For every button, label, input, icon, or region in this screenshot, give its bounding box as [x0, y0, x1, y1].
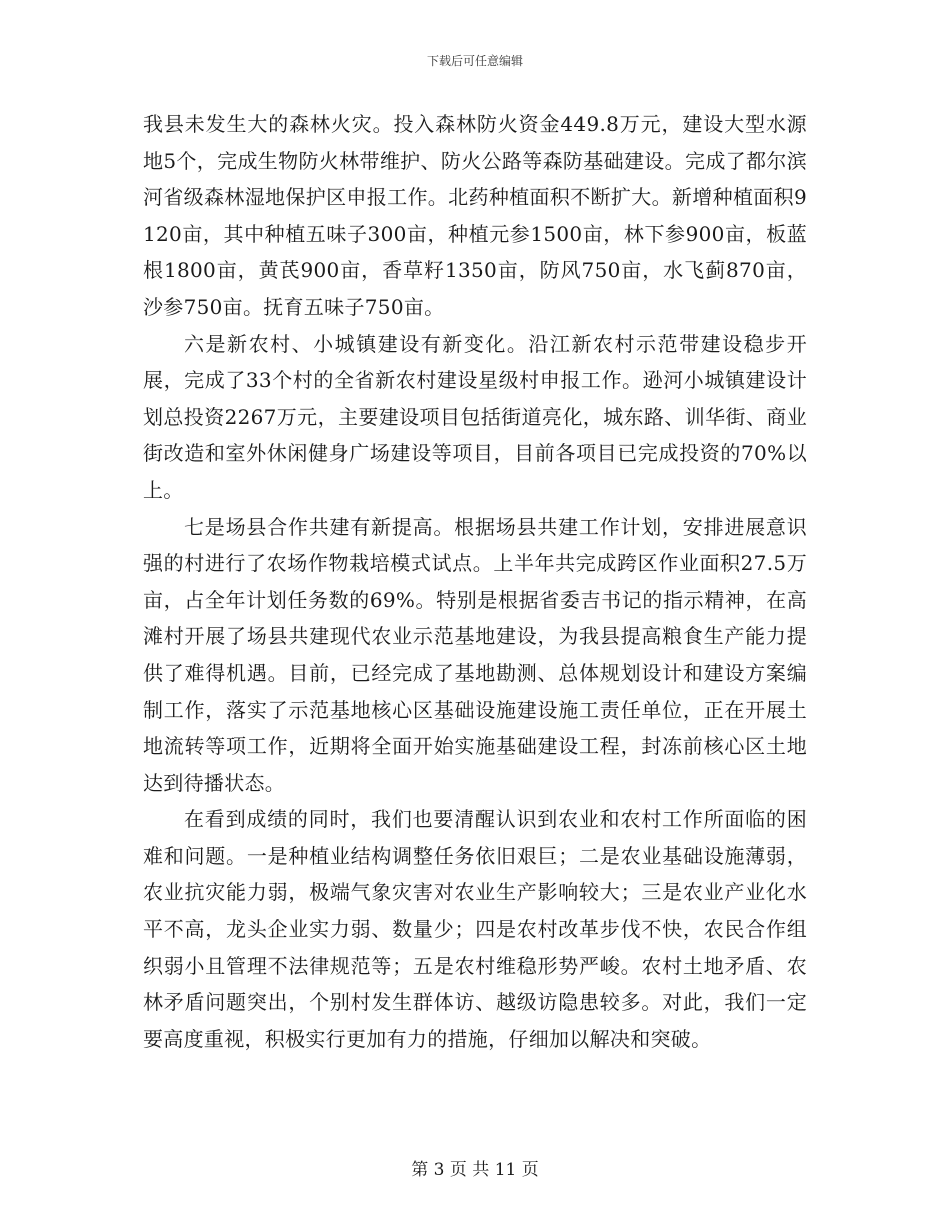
paragraph-problems: 在看到成绩的同时，我们也要清醒认识到农业和农村工作所面临的困难和问题。一是种植业结构调整任务依旧艰巨；二是农业基础设施薄弱，农业抗灾能力弱，极端气象灾害对农业生产影响较大；三是农业产业化水平不高，龙头企业实力弱、数量少；四是农村改革步伐不快，农民合作组织弱小且管理不法律规范等；五是农村维稳形势严峻。农村土地矛盾、农林矛盾问题突出，个别村发生群体访、越级访隐患较多。对此，我们一定要高度重视，积极实行更加有力的措施，仔细加以解决和突破。: [143, 807, 807, 1051]
page-header: 下载后可任意编辑: [426, 54, 523, 68]
paragraph-item-7: 七是场县合作共建有新提高。根据场县共建工作计划，安排进展意识强的村进行了农场作物栽培模式试点。上半年共完成跨区作业面积27.5万亩，占全年计划任务数的69%。特别是根据省委吉书记的指示精神，在高滩村开展了场县共建现代农业示范基地建设，为我县提高粮食生产能力提供了难得机遇。目前，已经完成了基地勘测、总体规划设计和建设方案编制工作，落实了示范基地核心区基础设施建设施工责任单位，正在开展土地流转等项工作，近期将全面开始实施基础建设工程，封冻前核心区土地达到待播状态。: [143, 514, 807, 795]
paragraph-item-6: 六是新农村、小城镇建设有新变化。沿江新农村示范带建设稳步开展，完成了33个村的全省新农村建设星级村申报工作。逊河小城镇建设计划总投资2267万元，主要建设项目包括街道亮化，城东路、训华街、商业街改造和室外休闲健身广场建设等项目，目前各项目已完成投资的70%以上。: [143, 331, 807, 502]
document-body: [143, 106, 807, 1057]
paragraph-continuation: 我县未发生大的森林火灾。投入森林防火资金449.8万元，建设大型水源地5个，完成生物防火林带维护、防火公路等森防基础建设。完成了都尔滨河省级森林湿地保护区申报工作。北药种植面积不断扩大。新增种植面积9120亩，其中种植五味子300亩，种植元参1500亩，林下参900亩，板蓝根1800亩，黄芪900亩，香草籽1350亩，防风750亩，水飞蓟870亩，沙参750亩。抚育五味子750亩。: [143, 112, 807, 319]
page-number-footer: 第 3 页 共 11 页: [411, 1160, 539, 1180]
